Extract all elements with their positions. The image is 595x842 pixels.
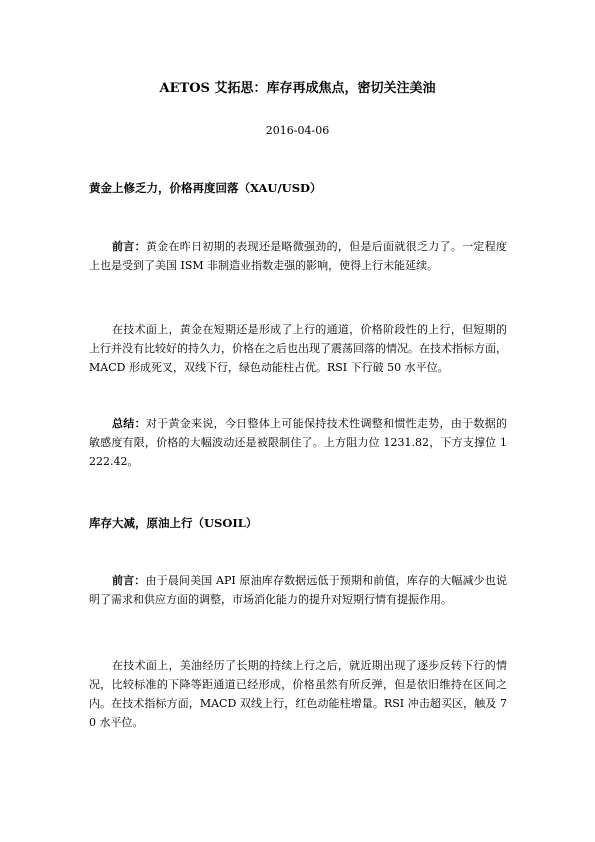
section-heading-oil: 库存大减，原油上行（USOIL） (89, 516, 258, 530)
gold-intro-paragraph (89, 237, 507, 275)
oil-intro-label: 前言： (112, 574, 146, 587)
oil-technical-paragraph (89, 656, 507, 732)
gold-intro-label: 前言： (112, 240, 146, 253)
oil-intro-text: 由于晨间美国 API 原油库存数据远低于预期和前值，库存的大幅减少也说明了需求和供应方面的调整，市场消化能力的提升对短期行情有提振作用。 (89, 574, 507, 606)
section-heading-gold: 黄金上修乏力，价格再度回落（XAU/USD） (89, 181, 322, 195)
oil-technical-text: 在技术面上，美油经历了长期的持续上行之后，就近期出现了逐步反转下行的情况，比较标准的下降等距通道已经形成，价格虽然有所反弹，但是依旧维持在区间之内。在技术指标方面，MACD 双线上行，红色动能柱增量。RSI 冲击超买区，触及 70 水平位。 (89, 659, 507, 729)
gold-technical-paragraph (89, 320, 507, 377)
gold-summary-paragraph (89, 414, 507, 471)
gold-technical-text: 在技术面上，黄金在短期还是形成了上行的通道，价格阶段性的上行，但短期的上行并没有比较好的持久力，价格在之后也出现了震荡回落的情况。在技术指标方面，MACD 形成死叉，双线下行，绿色动能柱占优。RSI 下行破 50 水平位。 (89, 323, 507, 374)
document-date: 2016-04-06 (265, 124, 330, 137)
gold-summary-text: 对于黄金来说，今日整体上可能保持技术性调整和惯性走势，由于数据的敏感度有限，价格的大幅波动还是被限制住了。上方阻力位 1231.82，下方支撑位 1222.42。 (89, 417, 508, 468)
gold-intro-text: 黄金在昨日初期的表现还是略微强劲的，但是后面就很乏力了。一定程度上也是受到了美国 ISM 非制造业指数走强的影响，使得上行未能延续。 (89, 240, 508, 272)
oil-intro-paragraph (89, 571, 507, 609)
document-title: AETOS 艾拓思：库存再成焦点，密切关注美油 (159, 81, 436, 96)
gold-summary-label: 总结： (112, 417, 146, 430)
